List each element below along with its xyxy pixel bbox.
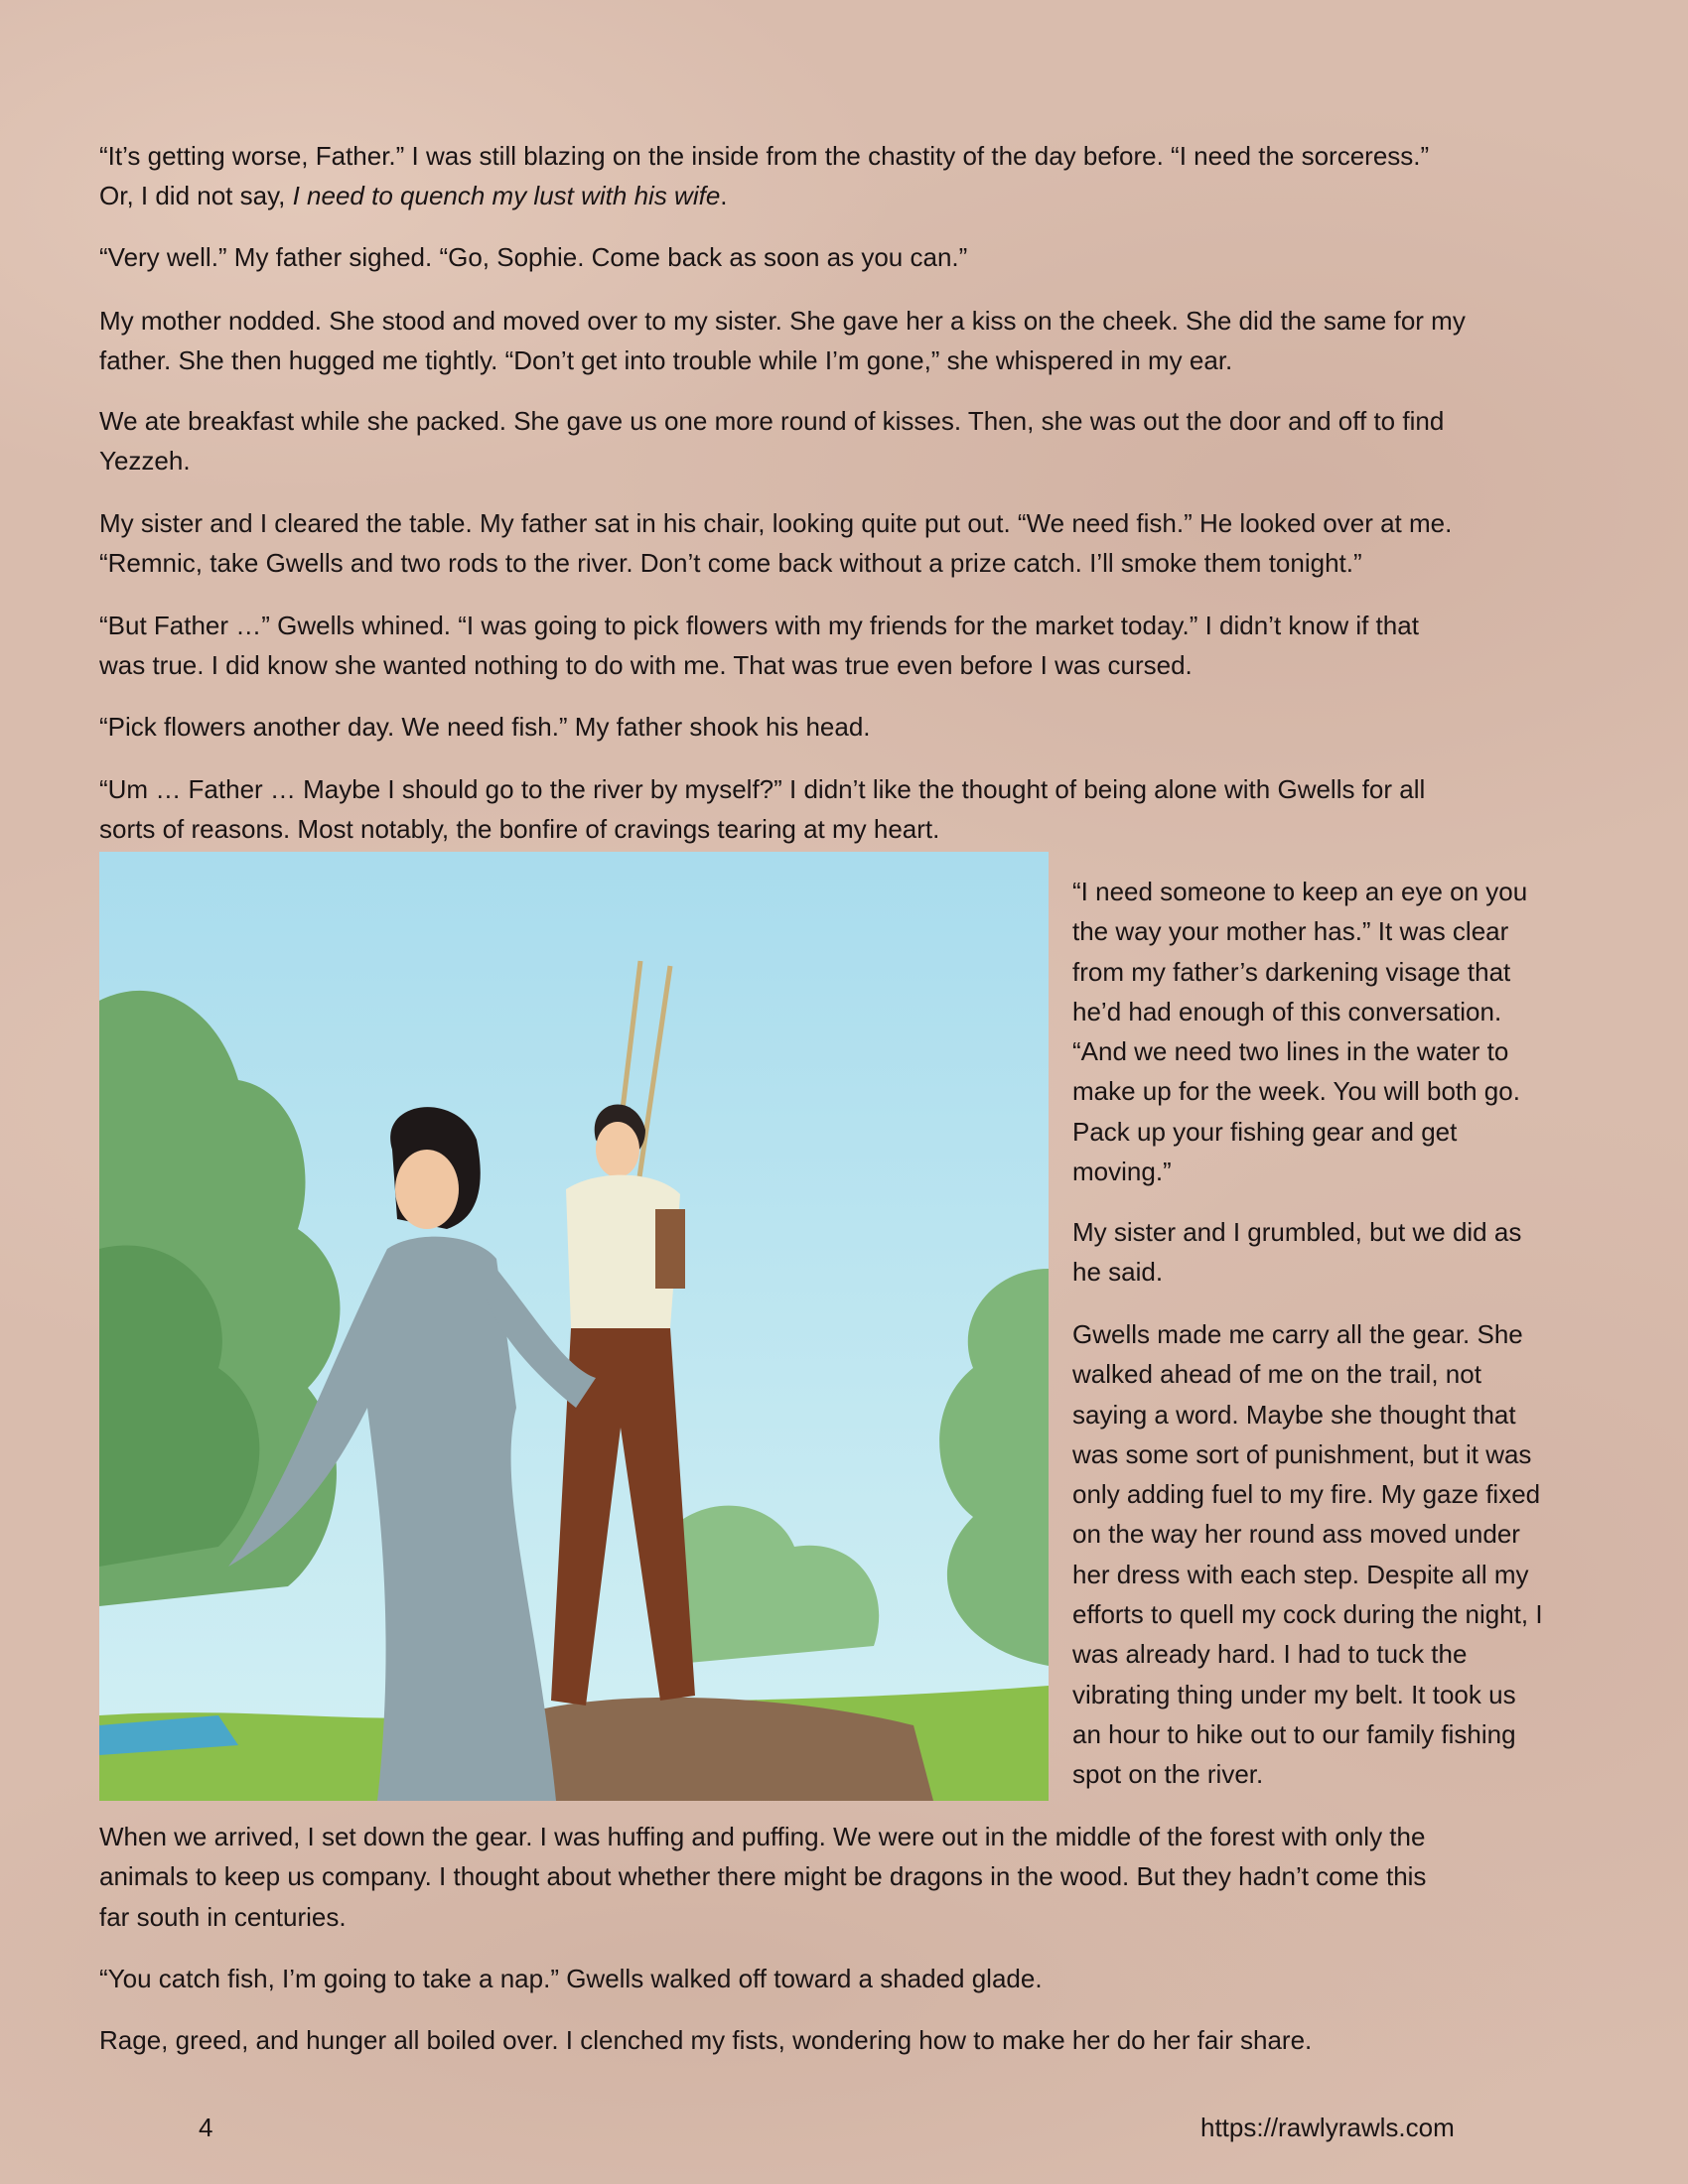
paragraph <box>99 1959 1589 1998</box>
text-line: “It’s getting worse, Father.” I was still blazing on the inside from the chastity of the day before. “I need the sorceress.” <box>99 141 1430 171</box>
text-line: Yezzeh. <box>99 446 191 477</box>
paragraph <box>99 401 1589 481</box>
text-line: My sister and I grumbled, but we did as <box>1072 1217 1522 1247</box>
text-line: only adding fuel to my fire. My gaze fixed <box>1072 1479 1541 1510</box>
text-line: the way your mother has.” It was clear <box>1072 916 1509 947</box>
text-line: far south in centuries. <box>99 1901 347 1932</box>
text-line: “But Father …” Gwells whined. “I was going to pick flowers with my friends for the market today.” I didn’t know if that <box>99 611 1419 640</box>
text-line: was some sort of punishment, but it was <box>1072 1438 1532 1469</box>
text-line: father. She then hugged me tightly. “Don’t get into trouble while I’m gone,” she whispered in my ear. <box>99 345 1233 376</box>
text-segment: . <box>720 181 728 211</box>
paragraph <box>99 503 1589 584</box>
text-line: “And we need two lines in the water to <box>1072 1036 1509 1067</box>
text-line: “Pick flowers another day. We need fish.” My father shook his head. <box>99 712 871 742</box>
text-line: “I need someone to keep an eye on you <box>1072 877 1528 906</box>
italic-text: I need to quench my lust with his wife <box>292 181 721 211</box>
text-line: was already hard. I had to tuck the <box>1072 1639 1468 1670</box>
text-line: he’d had enough of this conversation. <box>1072 996 1502 1026</box>
footer-url[interactable]: https://rawlyrawls.com <box>1200 2113 1455 2142</box>
paragraph <box>1072 1212 1609 1293</box>
text-line: an hour to hike out to our family fishing <box>1072 1718 1516 1749</box>
text-line: “Remnic, take Gwells and two rods to the river. Don’t come back without a prize catch. I’ll smoke them tonight.” <box>99 548 1362 579</box>
text-line: “You catch fish, I’m going to take a nap.” Gwells walked off toward a shaded glade. <box>99 1964 1043 1993</box>
text-line: vibrating thing under my belt. It took us <box>1072 1679 1516 1709</box>
text-line: We ate breakfast while she packed. She gave us one more round of kisses. Then, she was out the door and off to find <box>99 406 1445 436</box>
paragraph <box>1072 1314 1609 1795</box>
text-line: animals to keep us company. I thought about whether there might be dragons in the wood. But they hadn’t come this <box>99 1861 1427 1892</box>
paragraph <box>1072 872 1609 1191</box>
illustration-fishing-trip <box>99 852 1049 1801</box>
text-line: When we arrived, I set down the gear. I was huffing and puffing. We were out in the middle of the forest with only the <box>99 1822 1426 1851</box>
text-line: “Very well.” My father sighed. “Go, Sophie. Come back as soon as you can.” <box>99 242 968 272</box>
paragraph <box>99 301 1589 381</box>
paragraph <box>99 2020 1589 2060</box>
paragraph <box>99 1817 1589 1937</box>
text-line: her dress with each step. Despite all my <box>1072 1559 1529 1589</box>
text-line: Pack up your fishing gear and get <box>1072 1116 1458 1147</box>
paragraph <box>99 237 1589 277</box>
text-line: saying a word. Maybe she thought that <box>1072 1399 1516 1430</box>
text-line: Rage, greed, and hunger all boiled over. I clenched my fists, wondering how to make her do her fair share. <box>99 2025 1313 2055</box>
text-line: on the way her round ass moved under <box>1072 1519 1520 1550</box>
text-line: moving.” <box>1072 1157 1172 1187</box>
text-line: “Um … Father … Maybe I should go to the river by myself?” I didn’t like the thought of being alone with Gwells for all <box>99 774 1426 804</box>
text-line <box>99 176 1589 215</box>
text-line: was true. I did know she wanted nothing to do with me. That was true even before I was cursed. <box>99 650 1193 681</box>
paragraph <box>99 769 1589 850</box>
text-line: My mother nodded. She stood and moved over to my sister. She gave her a kiss on the cheek. She did the same for my <box>99 306 1466 336</box>
text-line: from my father’s darkening visage that <box>1072 956 1511 987</box>
text-line: My sister and I cleared the table. My father sat in his chair, looking quite put out. “We need fish.” He looked over at me. <box>99 508 1453 538</box>
paragraph <box>99 707 1589 747</box>
text-line: he said. <box>1072 1257 1164 1288</box>
text-line: walked ahead of me on the trail, not <box>1072 1359 1481 1390</box>
paragraph <box>99 136 1589 216</box>
text-segment: Or, I did not say, <box>99 181 293 211</box>
text-line: make up for the week. You will both go. <box>1072 1076 1520 1107</box>
page-number: 4 <box>199 2113 213 2142</box>
text-line: efforts to quell my cock during the night, I <box>1072 1599 1543 1630</box>
text-line: spot on the river. <box>1072 1759 1264 1790</box>
text-line: sorts of reasons. Most notably, the bonfire of cravings tearing at my heart. <box>99 814 940 845</box>
paragraph <box>99 606 1589 686</box>
text-line: Gwells made me carry all the gear. She <box>1072 1319 1523 1349</box>
